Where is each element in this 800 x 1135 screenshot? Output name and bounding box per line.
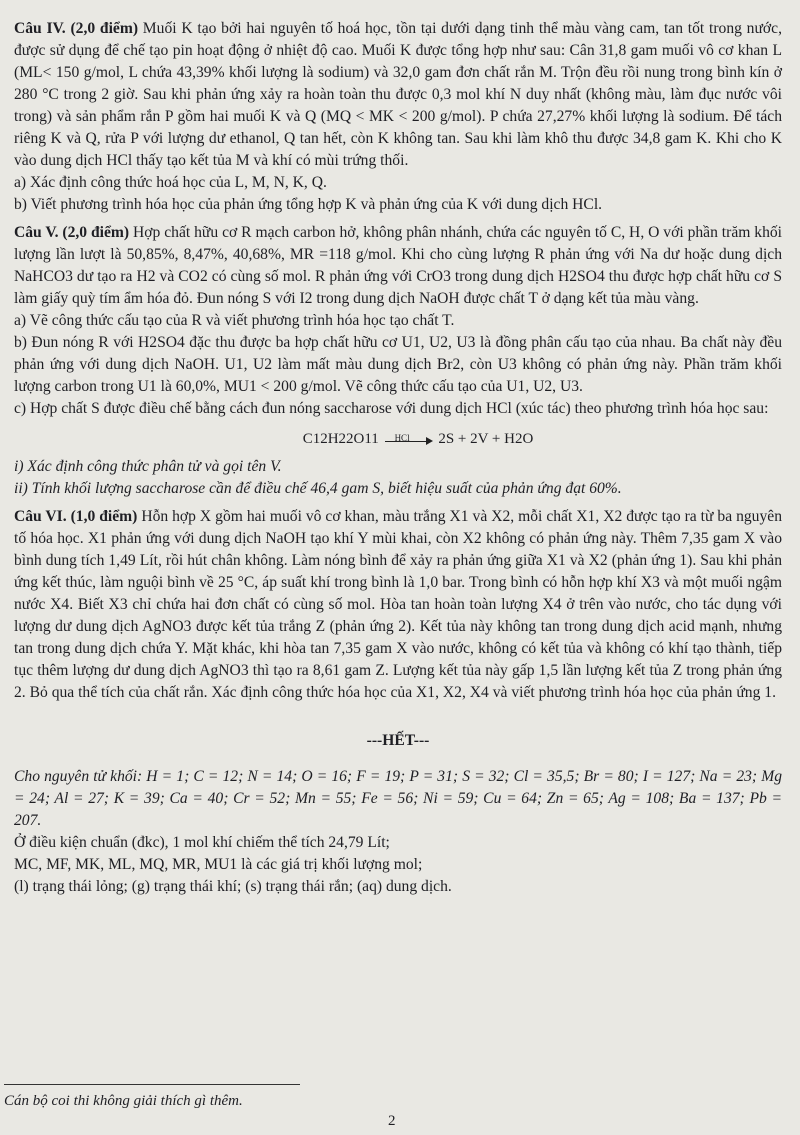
molar-mass-note: MC, MF, MK, ML, MQ, MR, MU1 là các giá trị khối lượng mol; xyxy=(14,856,423,873)
state-symbols: (l) trạng thái lỏng; (g) trạng thái khí; (s) trạng thái rắn; (aq) dung dịch. xyxy=(14,878,452,895)
question-5-heading: Câu V. (2,0 điểm) xyxy=(14,224,130,241)
part-c-i-text: i) Xác định công thức phân tử và gọi tên V. xyxy=(14,458,282,475)
question-5 xyxy=(14,222,782,310)
question-5-text: Hợp chất hữu cơ R mạch carbon hở, không phân nhánh, chứa các nguyên tố C, H, O với phần trăm khối lượng lần lượt là 50,85%, 8,47%, 40,68%, MR =118 g/mol. Khi cho cùng lượng R phản ứng với Na dư hoặc dung dịch NaHCO3 dư tạo ra H2 và CO2 có cùng số mol. R phản ứng với CrO3 trong dung dịch H2SO4 thu được hợp chất hữu cơ S làm giấy quỳ tím ẩm hóa đỏ. Đun nóng S với I2 trong dung dịch NaOH được chất T ở dạng kết tủa màu vàng. xyxy=(14,224,782,307)
question-6-text: Hỗn hợp X gồm hai muối vô cơ khan, màu trắng X1 và X2, mỗi chất X1, X2 được tạo ra từ ba nguyên tố hóa học. X1 phản ứng với dung dịch NaOH tạo khí Y mùi khai, còn X2 không có phản ứng này. Thêm 7,35 gam X vào bình dung tích 1,49 Lít, rồi hút chân không. Làm nóng bình để xảy ra phản ứng giữa X1 và X2 (phản ứng 1). Sau khi phản ứng kết thúc, làm nguội bình về 25 °C, áp suất khí trong bình là 1,0 bar. Trong bình có hỗn hợp khí X3 và một muối ngậm nước X4. Biết X3 chỉ chứa hai đơn chất có cùng số mol. Hòa tan hoàn toàn lượng X4 ở trên vào nước, cho tác dụng với lượng dư dung dịch AgNO3 được kết tủa trắng Z (phản ứng 2). Kết tủa này không tan trong dung dịch acid mạnh, nhưng tan trong dung dịch chứa Y. Mặt khác, khi hòa tan 7,35 gam X vào nước, không có kết tủa và không có khí tạo thành, tiếp tục thêm lượng dư dung dịch AgNO3 thì tạo ra 8,61 gam Z. Lượng kết tủa này gấp 1,5 lần lượng kết tủa Z trong phản ứng 2. Bỏ qua thể tích của chất rắn. Xác định công thức hóa học của X1, X2, X4 và viết phương trình hóa học của phản ứng 1. xyxy=(14,508,782,701)
question-6-heading: Câu VI. (1,0 điểm) xyxy=(14,508,138,525)
standard-conditions: Ở điều kiện chuẩn (đkc), 1 mol khí chiếm thể tích 24,79 Lít; xyxy=(14,834,390,851)
question-5-part-b: b) Đun nóng R với H2SO4 đặc thu được ba hợp chất hữu cơ U1, U2, U3 là đồng phân cấu tạo của nhau. Ba chất này đều phản ứng với dung dịch NaOH. U1, U2 làm mất màu dung dịch Br2, còn U3 không có phản ứng này. Phần trăm khối lượng carbon trong U1 là 60,0%, MU1 < 200 g/mol. Vẽ công thức cấu tạo của U1, U2, U3. xyxy=(14,334,782,395)
proctor-note: Cán bộ coi thi không giải thích gì thêm. xyxy=(4,1093,243,1109)
end-marker: ---HẾT--- xyxy=(366,732,430,749)
part-c-ii-text: ii) Tính khối lượng saccharose cần để điều chế 46,4 gam S, biết hiệu suất của phản ứng đạt 60%. xyxy=(14,480,622,497)
equation-products: 2S + 2V + H2O xyxy=(438,431,534,447)
reaction-arrow-icon xyxy=(385,433,433,447)
question-4-part-b: b) Viết phương trình hóa học của phản ứng tổng hợp K và phản ứng của K với dung dịch HCl. xyxy=(14,196,603,213)
question-5-part-c-ii xyxy=(14,478,782,500)
catalyst-label: HCl xyxy=(394,432,410,443)
atomic-masses-text: Cho nguyên tử khối: H = 1; C = 12; N = 14; O = 16; F = 19; P = 31; S = 32; Cl = 35,5; Br = 80; I = 127; Na = 23; Mg = 24; Al = 27; K = 39; Ca = 40; Cr = 52; Mn = 55; Fe = 56; Ni = 59; Cu = 64; Zn = 65; Ag = 108; Ba = 137; Pb = 207. xyxy=(14,768,782,829)
question-4 xyxy=(14,18,782,172)
question-6 xyxy=(14,506,782,704)
atomic-masses xyxy=(14,766,782,832)
reaction-equation xyxy=(54,428,782,450)
question-4-text: Muối K tạo bởi hai nguyên tố hoá học, tồn tại dưới dạng tinh thể màu vàng cam, tan tốt trong nước, được sử dụng để chế tạo pin hoạt động ở nhiệt độ cao. Muối K được tổng hợp như sau: Cân 31,8 gam muối vô cơ khan L (ML< 150 g/mol, L chứa 43,39% khối lượng là sodium) và 32,0 gam đơn chất rắn M. Trộn đều rồi nung trong bình kín ở 280 °C trong 2 giờ. Sau khi phản ứng xảy ra hoàn toàn thu được 0,3 mol khí N duy nhất (không màu, làm đục nước vôi trong) và sản phẩm rắn P gồm hai muối K và Q (MQ < MK < 200 g/mol). P chứa 27,27% khối lượng là sodium. Để tách riêng K và Q, rửa P với lượng dư ethanol, Q tan hết, còn K không tan. Sau khi làm khô thu được 34,8 gam K. Khi cho K vào dung dịch HCl thấy tạo kết tủa M và khí có mùi trứng thối. xyxy=(14,20,782,169)
equation-reactant: C12H22O11 xyxy=(302,431,379,447)
signature-divider xyxy=(4,1084,300,1085)
question-5-part-a: a) Vẽ công thức cấu tạo của R và viết phương trình hóa học tạo chất T. xyxy=(14,312,455,329)
question-5-part-c-i xyxy=(14,456,782,478)
page-number: 2 xyxy=(388,1113,396,1129)
question-5-part-c: c) Hợp chất S được điều chế bằng cách đun nóng saccharose với dung dịch HCl (xúc tác) theo phương trình hóa học sau: xyxy=(14,400,769,417)
question-4-part-a: a) Xác định công thức hoá học của L, M, N, K, Q. xyxy=(14,174,327,191)
question-4-heading: Câu IV. (2,0 điểm) xyxy=(14,20,139,37)
